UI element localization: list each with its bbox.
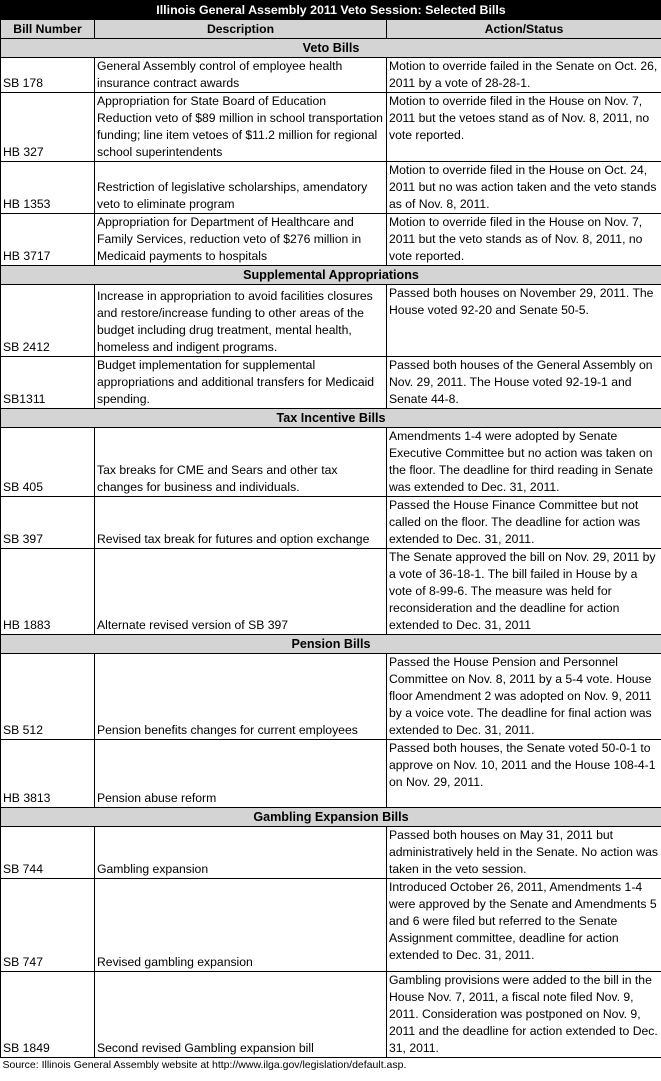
bill-number-cell: SB 405 <box>1 428 95 497</box>
description-cell: Revised tax break for futures and option exchange <box>95 497 387 549</box>
table-row <box>1 549 661 635</box>
table-row <box>1 740 661 808</box>
bill-number-cell: SB 744 <box>1 827 95 879</box>
action-status-cell: Motion to override filed in the House on Oct. 24, 2011 but no was action taken and the veto stands as of Nov. 8, 2011. <box>387 162 661 214</box>
table-row <box>1 654 661 740</box>
description-cell: Increase in appropriation to avoid facilities closures and restore/increase funding to other areas of the budget including drug treatment, mental health, homeless and indigent programs. <box>95 285 387 357</box>
source-note: Source: Illinois General Assembly website at http://www.ilga.gov/legislation/default.asp. <box>2 1059 407 1071</box>
section-header-row <box>1 39 661 58</box>
description-cell: Pension abuse reform <box>95 740 387 808</box>
section-header-row <box>1 808 661 827</box>
action-status-cell: Passed the House Pension and Personnel Committee on Nov. 8, 2011 by a 5-4 vote. House floor Amendment 2 was adopted on Nov. 9, 2011 by a voice vote. The deadline for final action was extended to Dec. 31, 2011. <box>387 654 661 740</box>
table-row <box>1 285 661 357</box>
bill-number-cell: HB 327 <box>1 93 95 162</box>
action-status-cell: Amendments 1-4 were adopted by Senate Executive Committee but no action was taken on the floor. The deadline for third reading in Senate was extended to Dec. 31, 2011. <box>387 428 661 497</box>
column-header-row <box>1 20 661 39</box>
action-status-cell: Motion to override failed in the Senate on Oct. 26, 2011 by a vote of 28-28-1. <box>387 58 661 93</box>
action-status-cell: Passed the House Finance Committee but not called on the floor. The deadline for action was extended to Dec. 31, 2011. <box>387 497 661 549</box>
bill-number-cell: SB 2412 <box>1 285 95 357</box>
section-title: Pension Bills <box>1 635 661 654</box>
table-row <box>1 357 661 409</box>
bill-number-cell: SB 512 <box>1 654 95 740</box>
table-row <box>1 879 661 972</box>
description-cell: Appropriation for State Board of Education Reduction veto of $89 million in school transportation funding; line item vetoes of $11.2 million for regional school superintendents <box>95 93 387 162</box>
action-status-cell: The Senate approved the bill on Nov. 29, 2011 by a vote of 36-18-1. The bill failed in House by a vote of 8-99-6. The measure was held for reconsideration and the deadline for action extended to Dec. 31, 2011 <box>387 549 661 635</box>
action-status-cell: Motion to override filed in the House on Nov. 7, 2011 but the veto stands as of Nov. 8, 2011, no vote reported. <box>387 214 661 266</box>
section-header-row <box>1 635 661 654</box>
description-cell: Restriction of legislative scholarships, amendatory veto to eliminate program <box>95 162 387 214</box>
column-header-description: Description <box>95 20 387 39</box>
section-title: Supplemental Appropriations <box>1 266 661 285</box>
table-row <box>1 162 661 214</box>
table-body <box>1 39 661 1058</box>
action-status-cell: Gambling provisions were added to the bill in the House Nov. 7, 2011, a fiscal note filed Nov. 9, 2011. Consideration was postponed on Nov. 9, 2011 and the deadline for action extended to Dec. 31, 2011. <box>387 972 661 1058</box>
action-status-cell: Passed both houses on November 29, 2011. The House voted 92-20 and Senate 50-5. <box>387 285 661 357</box>
action-status-cell: Motion to override filed in the House on Nov. 7, 2011 but the vetoes stand as of Nov. 8, 2011, no vote reported. <box>387 93 661 162</box>
description-cell: General Assembly control of employee health insurance contract awards <box>95 58 387 93</box>
description-cell: Tax breaks for CME and Sears and other tax changes for business and individuals. <box>95 428 387 497</box>
section-header-row <box>1 409 661 428</box>
table-row <box>1 497 661 549</box>
action-status-cell: Passed both houses of the General Assembly on Nov. 29, 2011. The House voted 92-19-1 and Senate 44-8. <box>387 357 661 409</box>
description-cell: Revised gambling expansion <box>95 879 387 972</box>
description-cell: Gambling expansion <box>95 827 387 879</box>
table-row <box>1 93 661 162</box>
column-header-bill-number: Bill Number <box>1 20 95 39</box>
bill-number-cell: SB1311 <box>1 357 95 409</box>
bill-number-cell: SB 397 <box>1 497 95 549</box>
source-row <box>1 1058 661 1074</box>
bill-number-cell: SB 1849 <box>1 972 95 1058</box>
table-row <box>1 58 661 93</box>
bill-number-cell: HB 3717 <box>1 214 95 266</box>
bill-number-cell: HB 1353 <box>1 162 95 214</box>
bill-number-cell: SB 178 <box>1 58 95 93</box>
description-cell: Budget implementation for supplemental appropriations and additional transfers for Medicaid spending. <box>95 357 387 409</box>
section-title: Tax Incentive Bills <box>1 409 661 428</box>
bill-number-cell: HB 1883 <box>1 549 95 635</box>
description-cell: Pension benefits changes for current employees <box>95 654 387 740</box>
section-header-row <box>1 266 661 285</box>
description-cell: Alternate revised version of SB 397 <box>95 549 387 635</box>
table-row <box>1 428 661 497</box>
table-row <box>1 972 661 1058</box>
action-status-cell: Passed both houses, the Senate voted 50-0-1 to approve on Nov. 10, 2011 and the House 108-4-1 on Nov. 29, 2011. <box>387 740 661 808</box>
column-header-action-status: Action/Status <box>387 20 661 39</box>
section-title: Veto Bills <box>1 39 661 58</box>
table-row <box>1 214 661 266</box>
action-status-cell: Passed both houses on May 31, 2011 but administratively held in the Senate. No action was taken in the veto session. <box>387 827 661 879</box>
description-cell: Appropriation for Department of Healthcare and Family Services, reduction veto of $276 million in Medicaid payments to hospitals <box>95 214 387 266</box>
description-cell: Second revised Gambling expansion bill <box>95 972 387 1058</box>
action-status-cell: Introduced October 26, 2011, Amendments 1-4 were approved by the Senate and Amendments 5 and 6 were filed but referred to the Senate Assignment committee, deadline for action extended to Dec. 31, 2011. <box>387 879 661 972</box>
section-title: Gambling Expansion Bills <box>1 808 661 827</box>
bill-number-cell: HB 3813 <box>1 740 95 808</box>
bill-number-cell: SB 747 <box>1 879 95 972</box>
table-row <box>1 827 661 879</box>
table-title: Illinois General Assembly 2011 Veto Session: Selected Bills <box>1 1 661 20</box>
